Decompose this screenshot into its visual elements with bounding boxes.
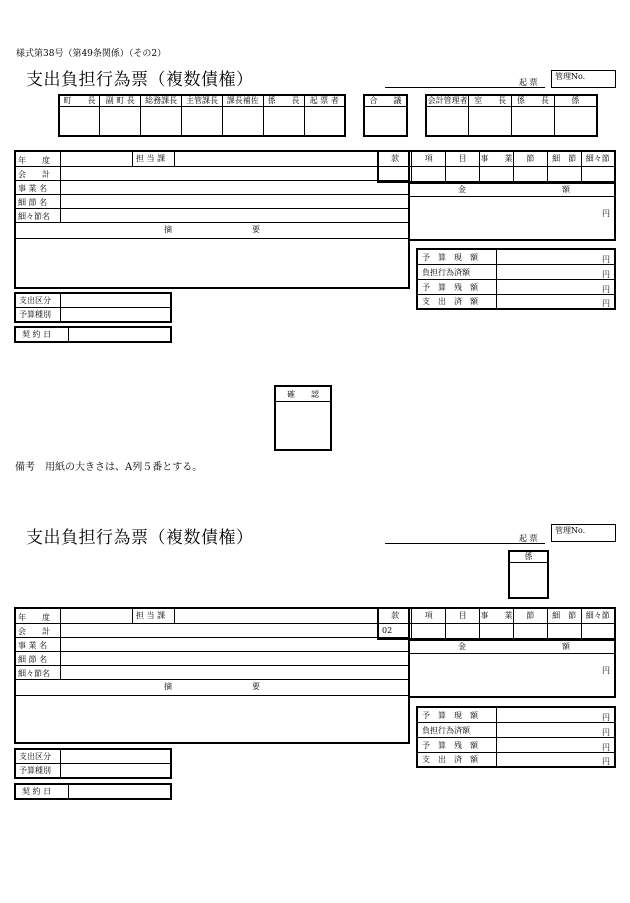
kanri-no-box: 管理No. (551, 70, 616, 88)
account-code-header: 目 (446, 151, 480, 167)
account-code-header: 細 節 (547, 151, 581, 167)
account-code-cell[interactable] (412, 624, 446, 640)
shishutsu-kubun-label: 支出区分 (19, 296, 51, 305)
budget-unit: 円 (602, 713, 610, 722)
saisetsu-label: 細 節 名 (18, 655, 48, 664)
budget-label: 予 算 残 額 (422, 283, 478, 292)
account-code-cell[interactable] (547, 167, 581, 183)
stamp-header: 係 (509, 551, 548, 563)
stamp-header: 主管課長 (182, 95, 223, 107)
amount-block (408, 182, 616, 241)
account-code-header: 目 (446, 608, 480, 624)
budget-label: 支 出 済 額 (422, 755, 478, 764)
budget-label: 負担行為済額 (422, 268, 470, 277)
saisaisetsu-label: 細々節名 (18, 669, 50, 678)
amount-block-2 (408, 639, 616, 698)
stamp-header: 総務課長 (141, 95, 182, 107)
account-code-header: 節 (513, 151, 547, 167)
jigyo-label: 事 業 名 (18, 184, 48, 193)
stamp-cell[interactable] (509, 563, 548, 599)
tanto-label: 担 当 課 (136, 611, 166, 620)
stamp-header: 副 町 長 (100, 95, 141, 107)
stamp-cell[interactable] (512, 107, 555, 137)
title-underline-2 (385, 543, 545, 544)
main-info-block-2 (14, 607, 410, 744)
account-code-cell[interactable] (513, 167, 547, 183)
approval-stamp-table-b (508, 550, 549, 599)
approval-stamp-table-3 (425, 94, 598, 137)
tekiyo-label: 摘 要 (164, 682, 260, 691)
stamp-header: 合 議 (364, 95, 407, 107)
kaikei-label: 会 計 (18, 627, 50, 636)
account-code-cell[interactable] (480, 167, 514, 183)
title-underline (385, 87, 545, 88)
stamp-header: 係 長 (512, 95, 555, 107)
budget-label: 予 算 現 額 (422, 711, 478, 720)
yosan-shubetsu-label: 予算種別 (19, 766, 51, 775)
budget-block-2 (416, 706, 616, 768)
stamp-cell[interactable] (304, 107, 345, 137)
account-code-cell[interactable] (378, 167, 412, 183)
kin-label: 金 (458, 642, 466, 651)
approval-stamp-table-1 (58, 94, 346, 137)
stamp-cell[interactable] (263, 107, 304, 137)
kakunin-box (274, 385, 332, 451)
stamp-cell[interactable] (426, 107, 469, 137)
budget-unit: 円 (602, 270, 610, 279)
keiyakubi-label: 契 約 日 (22, 787, 52, 796)
stamp-cell[interactable] (554, 107, 597, 137)
keiyakubi-label: 契 約 日 (22, 330, 52, 339)
gaku-label: 額 (562, 185, 570, 194)
main-info-block (14, 150, 410, 289)
budget-label: 予 算 残 額 (422, 741, 478, 750)
budget-block (416, 248, 616, 310)
budget-unit: 円 (602, 757, 610, 766)
amount-yen: 円 (602, 209, 610, 218)
stamp-cell[interactable] (141, 107, 182, 137)
nendo-label: 年 度 (18, 156, 50, 165)
stamp-cell[interactable] (182, 107, 223, 137)
account-code-header: 細々節 (581, 608, 615, 624)
stamp-header: 係 (554, 95, 597, 107)
kaikei-label: 会 計 (18, 170, 50, 179)
budget-unit: 円 (602, 728, 610, 737)
account-code-table-2 (377, 607, 616, 640)
tanto-label: 担 当 課 (136, 154, 166, 163)
budget-label: 負担行為済額 (422, 726, 470, 735)
budget-unit: 円 (602, 285, 610, 294)
stamp-cell[interactable] (364, 107, 407, 137)
account-code-header: 節 (513, 608, 547, 624)
amount-yen: 円 (602, 666, 610, 675)
kakunin-label: 確 認 (287, 390, 319, 399)
account-code-header: 細々節 (581, 151, 615, 167)
account-code-header: 項 (412, 151, 446, 167)
saisetsu-label: 細 節 名 (18, 198, 48, 207)
stamp-header: 室 長 (469, 95, 512, 107)
budget-label: 予 算 現 額 (422, 253, 478, 262)
account-code-header: 款 (378, 151, 412, 167)
budget-unit: 円 (602, 299, 610, 308)
form-reference: 様式第38号（第49条関係）（その2） (16, 49, 167, 59)
account-code-cell[interactable] (547, 624, 581, 640)
account-code-header: 事 業 (480, 608, 514, 624)
account-code-cell[interactable] (446, 624, 480, 640)
account-code-header: 項 (412, 608, 446, 624)
saisaisetsu-label: 細々節名 (18, 212, 50, 221)
shishutsu-kubun-label: 支出区分 (19, 752, 51, 761)
gaku-label: 額 (562, 642, 570, 651)
keiyakubi-block (14, 326, 172, 343)
budget-label: 支 出 済 額 (422, 297, 478, 306)
stamp-cell[interactable] (469, 107, 512, 137)
account-code-cell[interactable] (581, 624, 615, 640)
stamp-cell[interactable] (100, 107, 141, 137)
account-code-header: 事 業 (480, 151, 514, 167)
tekiyo-label: 摘 要 (164, 225, 260, 234)
kubun-block-2 (14, 748, 172, 779)
account-code-cell[interactable] (412, 167, 446, 183)
form-title-2: 支出負担行為票（複数債権） (26, 528, 254, 548)
account-code-cell[interactable] (581, 167, 615, 183)
kihyo-label: 起 票 (519, 78, 538, 87)
account-code-cell[interactable] (446, 167, 480, 183)
form-title: 支出負担行為票（複数債権） (26, 70, 254, 90)
nendo-label: 年 度 (18, 613, 50, 622)
stamp-header: 係 長 (263, 95, 304, 107)
jigyo-label: 事 業 名 (18, 641, 48, 650)
account-code-cell[interactable] (480, 624, 514, 640)
stamp-header: 課長補佐 (222, 95, 263, 107)
keiyakubi-block-2 (14, 783, 172, 800)
stamp-cell[interactable] (222, 107, 263, 137)
kin-label: 金 (458, 185, 466, 194)
approval-stamp-table-2 (363, 94, 408, 137)
yosan-shubetsu-label: 予算種別 (19, 310, 51, 319)
stamp-header: 起 票 者 (304, 95, 345, 107)
kanri-no-box-2: 管理No. (551, 524, 616, 542)
stamp-header: 町 長 (59, 95, 100, 107)
budget-unit: 円 (602, 255, 610, 264)
kaikei-code-value[interactable]: 02 (378, 624, 412, 640)
kihyo-label-2: 起 票 (519, 534, 538, 543)
account-code-table (377, 150, 616, 183)
stamp-header: 会計管理者 (427, 96, 468, 105)
stamp-cell[interactable] (59, 107, 100, 137)
account-code-header: 細 節 (547, 608, 581, 624)
note: 備考 用紙の大きさは、A列５番とする。 (15, 462, 203, 473)
account-code-cell[interactable] (513, 624, 547, 640)
kubun-block (14, 292, 172, 323)
account-code-header: 款 (378, 608, 412, 624)
budget-unit: 円 (602, 743, 610, 752)
